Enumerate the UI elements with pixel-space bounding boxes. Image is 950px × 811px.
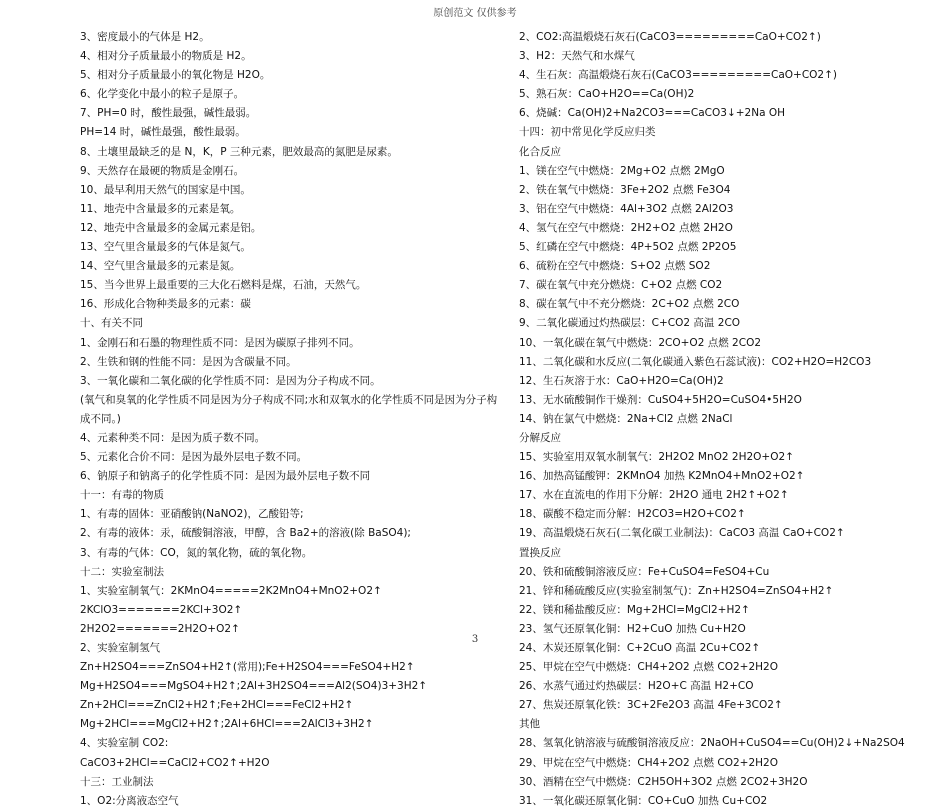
text-line: 22、镁和稀盐酸反应：Mg+2HCl=MgCl2+H2↑ <box>519 603 750 616</box>
text-line: 9、二氧化碳通过灼热碳层：C+CO2 高温 2CO <box>519 317 741 330</box>
text-line: 23、氢气还原氧化铜：H2+CuO 加热 Cu+H2O <box>519 622 746 635</box>
text-line: 12、地壳中含量最多的金属元素是铝。 <box>80 221 262 234</box>
page-number: 3 <box>471 634 479 645</box>
text-line: 11、地壳中含量最多的元素是氧。 <box>80 202 241 215</box>
text-line: 1、有毒的固体：亚硝酸钠(NaNO2)，乙酸铅等; <box>80 508 304 521</box>
text-line: Zn+2HCl===ZnCl2+H2↑;Fe+2HCl===FeCl2+H2↑ <box>80 699 354 712</box>
text-line: 7、PH=0 时，酸性最强，碱性最弱。 <box>80 107 257 120</box>
text-line: 31、一氧化碳还原氧化铜：CO+CuO 加热 Cu+CO2 <box>519 794 768 807</box>
text-line: 3、一氧化碳和二氧化碳的化学性质不同：是因为分子构成不同。 <box>80 374 381 387</box>
text-line: 5、相对分子质量最小的氧化物是 H2O。 <box>80 69 271 82</box>
text-line: 30、酒精在空气中燃烧：C2H5OH+3O2 点燃 2CO2+3H2O <box>519 775 808 788</box>
text-line: 十、有关不同 <box>80 317 143 330</box>
text-line: 2、生铁和钢的性能不同：是因为含碳量不同。 <box>80 355 297 368</box>
right-column <box>519 28 939 811</box>
text-line: 8、土壤里最缺乏的是 N，K，P 三种元素，肥效最高的氮肥是尿素。 <box>80 145 398 158</box>
text-line: 十二：实验室制法 <box>80 565 164 578</box>
text-line: 12、生石灰溶于水：CaO+H2O=Ca(OH)2 <box>519 374 724 387</box>
text-line: 16、形成化合物种类最多的元素：碳 <box>80 298 251 311</box>
text-line: 3、有毒的气体：CO，氮的氧化物，硫的氧化物。 <box>80 546 313 559</box>
text-line: Zn+H2SO4===ZnSO4+H2↑(常用);Fe+H2SO4===FeSO4+H2↑ <box>80 661 415 674</box>
text-line: 14、空气里含量最多的元素是氮。 <box>80 260 241 273</box>
text-line: 5、红磷在空气中燃烧：4P+5O2 点燃 2P2O5 <box>519 241 737 254</box>
text-line: 4、生石灰：高温煅烧石灰石(CaCO3=========CaO+CO2↑) <box>519 69 837 82</box>
text-line: Mg+2HCl===MgCl2+H2↑;2Al+6HCl===2AlCl3+3H2↑ <box>80 718 374 731</box>
text-line: CaCO3+2HCl==CaCl2+CO2↑+H2O <box>80 756 270 769</box>
text-line: 2KClO3=======2KCl+3O2↑ <box>80 603 243 616</box>
text-line: 1、金刚石和石墨的物理性质不同：是因为碳原子排列不同。 <box>80 336 360 349</box>
text-line: 2、实验室制氢气 <box>80 642 161 654</box>
text-line: 8、碳在氧气中不充分燃烧：2C+O2 点燃 2CO <box>519 298 740 311</box>
text-line: 18、碳酸不稳定而分解：H2CO3=H2O+CO2↑ <box>519 508 746 521</box>
text-line: 1、镁在空气中燃烧：2Mg+O2 点燃 2MgO <box>519 164 725 177</box>
text-line: PH=14 时，碱性最强，酸性最弱。 <box>80 126 246 139</box>
text-line: 27、焦炭还原氧化铁：3C+2Fe2O3 高温 4Fe+3CO2↑ <box>519 699 783 712</box>
text-line: Mg+H2SO4===MgSO4+H2↑;2Al+3H2SO4===Al2(SO4)3+3H2↑ <box>80 680 428 693</box>
text-line: 1、O2:分离液态空气 <box>80 794 179 807</box>
text-line: 7、碳在氧气中充分燃烧：C+O2 点燃 CO2 <box>519 279 723 292</box>
left-column <box>80 28 500 811</box>
text-line: 1、实验室制氧气：2KMnO4=====2K2MnO4+MnO2+O2↑ <box>80 584 382 597</box>
text-line: 13、无水硫酸铜作干燥剂：CuSO4+5H2O=CuSO4•5H2O <box>519 393 802 406</box>
text-line: 21、锌和稀硫酸反应(实验室制氢气)：Zn+H2SO4=ZnSO4+H2↑ <box>519 584 834 597</box>
text-line: 3、铝在空气中燃烧：4Al+3O2 点燃 2Al2O3 <box>519 202 734 215</box>
text-line: 13、空气里含量最多的气体是氮气。 <box>80 241 251 254</box>
text-line: 28、氢氧化钠溶液与硫酸铜溶液反应：2NaOH+CuSO4==Cu(OH)2↓+Na2SO4 <box>519 737 905 750</box>
text-line: 6、钠原子和钠离子的化学性质不同：是因为最外层电子数不同 <box>80 470 371 483</box>
text-line: 10、最早利用天然气的国家是中国。 <box>80 183 251 196</box>
text-line: 6、化学变化中最小的粒子是原子。 <box>80 88 245 101</box>
text-line: 5、元素化合价不同：是因为最外层电子数不同。 <box>80 451 308 464</box>
text-line: 5、熟石灰：CaO+H2O==Ca(OH)2 <box>519 88 695 101</box>
text-line: 4、元素种类不同：是因为质子数不同。 <box>80 431 266 444</box>
page-header: 原创范文 仅供参考 <box>433 8 517 19</box>
text-line: 2、有毒的液体：汞，硫酸铜溶液，甲醇，含 Ba2+的溶液(除 BaSO4); <box>80 527 411 540</box>
text-line: 10、一氧化碳在氧气中燃烧：2CO+O2 点燃 2CO2 <box>519 336 762 349</box>
text-line: 4、实验室制 CO2: <box>80 737 169 750</box>
text-line: 11、二氧化碳和水反应(二氧化碳通入紫色石蕊试液)：CO2+H2O=H2CO3 <box>519 355 872 368</box>
text-line: 化合反应 <box>519 145 561 158</box>
text-line: 6、烧碱：Ca(OH)2+Na2CO3===CaCO3↓+2Na OH <box>519 107 786 120</box>
text-line: 2、CO2:高温煅烧石灰石(CaCO3=========CaO+CO2↑) <box>519 31 821 43</box>
text-line: 十三：工业制法 <box>80 775 154 788</box>
text-line: 3、H2：天然气和水煤气 <box>519 50 635 63</box>
text-line: 15、实验室用双氧水制氧气：2H2O2 MnO2 2H2O+O2↑ <box>519 451 794 464</box>
text-line: 20、铁和硫酸铜溶液反应：Fe+CuSO4=FeSO4+Cu <box>519 565 770 578</box>
text-line: 分解反应 <box>519 431 561 444</box>
text-line: 16、加热高锰酸钾：2KMnO4 加热 K2MnO4+MnO2+O2↑ <box>519 470 805 483</box>
text-line: 14、钠在氯气中燃烧：2Na+Cl2 点燃 2NaCl <box>519 412 733 425</box>
text-line: 25、甲烷在空气中燃烧：CH4+2O2 点燃 CO2+2H2O <box>519 661 778 674</box>
text-line: 6、硫粉在空气中燃烧：S+O2 点燃 SO2 <box>519 260 711 273</box>
text-line: 置换反应 <box>519 546 561 559</box>
text-line: 15、当今世界上最重要的三大化石燃料是煤，石油，天然气。 <box>80 279 367 292</box>
text-line: 3、密度最小的气体是 H2。 <box>80 31 210 43</box>
text-line: 19、高温煅烧石灰石(二氧化碳工业制法)：CaCO3 高温 CaO+CO2↑ <box>519 527 845 540</box>
text-line: 4、相对分子质量最小的物质是 H2。 <box>80 50 252 63</box>
text-line: 4、氢气在空气中燃烧：2H2+O2 点燃 2H2O <box>519 221 733 234</box>
text-line: 17、水在直流电的作用下分解：2H2O 通电 2H2↑+O2↑ <box>519 489 789 502</box>
text-line: 24、木炭还原氧化铜：C+2CuO 高温 2Cu+CO2↑ <box>519 642 761 654</box>
text-line: 十一：有毒的物质 <box>80 489 164 502</box>
text-line: 其他 <box>519 718 540 731</box>
text-line: (氧气和臭氧的化学性质不同是因为分子构成不同;水和双氧水的化学性质不同是因为分子构成不同。) <box>80 393 498 425</box>
text-line: 26、水蒸气通过灼热碳层：H2O+C 高温 H2+CO <box>519 680 754 693</box>
text-line: 9、天然存在最硬的物质是金刚石。 <box>80 164 245 177</box>
text-line: 十四：初中常见化学反应归类 <box>519 126 656 139</box>
text-line: 2、铁在氧气中燃烧：3Fe+2O2 点燃 Fe3O4 <box>519 183 731 196</box>
text-line: 2H2O2=======2H2O+O2↑ <box>80 622 240 635</box>
text-line: 29、甲烷在空气中燃烧：CH4+2O2 点燃 CO2+2H2O <box>519 756 778 769</box>
